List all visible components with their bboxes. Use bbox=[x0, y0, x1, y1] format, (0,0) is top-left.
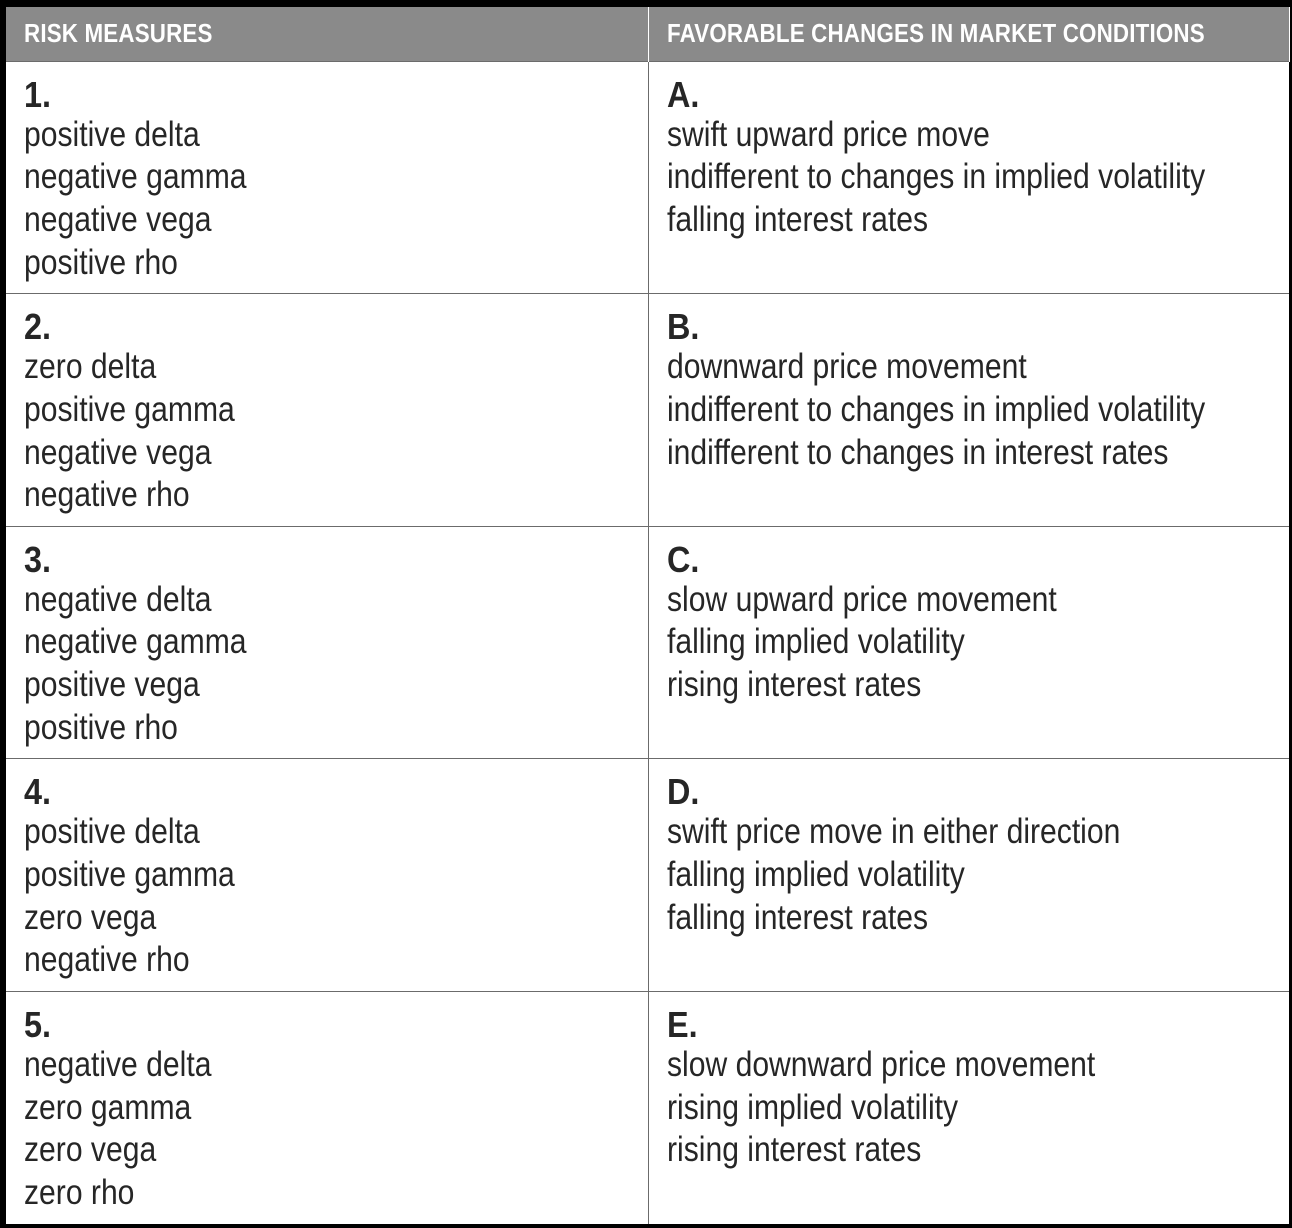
table-row bbox=[6, 526, 1289, 759]
market-label: C. bbox=[666, 538, 699, 580]
risk-line: negative delta bbox=[24, 1044, 212, 1084]
market-line: falling implied volatility bbox=[666, 622, 965, 662]
market-line: rising interest rates bbox=[666, 1130, 921, 1170]
risk-line: positive rho bbox=[24, 707, 178, 747]
table-grid bbox=[6, 7, 1290, 1224]
risk-cell bbox=[6, 294, 648, 527]
risk-label: 3. bbox=[24, 538, 52, 580]
market-cell bbox=[648, 294, 1289, 527]
risk-line: negative gamma bbox=[24, 157, 247, 197]
risk-cell bbox=[6, 759, 648, 992]
market-label: A. bbox=[666, 73, 699, 115]
market-line: falling interest rates bbox=[666, 199, 928, 239]
risk-line: zero vega bbox=[24, 897, 157, 937]
table-row bbox=[6, 294, 1289, 527]
market-line: swift price move in either direction bbox=[666, 812, 1120, 852]
risk-line: zero vega bbox=[24, 1130, 157, 1170]
header-market-conditions bbox=[648, 7, 1289, 61]
risk-line: negative delta bbox=[24, 579, 212, 619]
header-market-conditions-label: FAVORABLE CHANGES IN MARKET CONDITIONS bbox=[666, 18, 1205, 49]
risk-line: negative rho bbox=[24, 475, 190, 515]
market-line: rising implied volatility bbox=[666, 1087, 958, 1127]
market-line: rising interest rates bbox=[666, 665, 921, 705]
header-risk-measures-label: RISK MEASURES bbox=[24, 18, 213, 49]
market-line: slow upward price movement bbox=[666, 579, 1057, 619]
risk-line: positive gamma bbox=[24, 854, 235, 894]
risk-cell bbox=[6, 526, 648, 759]
risk-line: negative gamma bbox=[24, 622, 247, 662]
risk-line: positive vega bbox=[24, 665, 200, 705]
table-row bbox=[6, 759, 1289, 992]
table-body bbox=[6, 61, 1289, 1224]
market-line: falling interest rates bbox=[666, 897, 928, 937]
risk-cell bbox=[6, 991, 648, 1224]
market-line: falling implied volatility bbox=[666, 854, 965, 894]
risk-label: 5. bbox=[24, 1003, 52, 1045]
market-cell bbox=[648, 526, 1289, 759]
market-cell bbox=[648, 61, 1289, 294]
risk-label: 4. bbox=[24, 771, 52, 813]
risk-cell bbox=[6, 61, 648, 294]
market-cell bbox=[648, 991, 1289, 1224]
table-row bbox=[6, 991, 1289, 1224]
risk-label: 1. bbox=[24, 73, 52, 115]
risk-line: positive delta bbox=[24, 114, 200, 154]
market-line: swift upward price move bbox=[666, 114, 990, 154]
market-line: slow downward price movement bbox=[666, 1044, 1095, 1084]
market-label: E. bbox=[666, 1003, 698, 1045]
market-label: B. bbox=[666, 306, 699, 348]
market-line: downward price movement bbox=[666, 347, 1027, 387]
risk-line: zero gamma bbox=[24, 1087, 192, 1127]
risk-matching-table bbox=[6, 7, 1289, 1224]
risk-line: positive rho bbox=[24, 242, 178, 282]
table-header-row bbox=[6, 7, 1289, 61]
market-line: indifferent to changes in interest rates bbox=[666, 432, 1168, 472]
risk-line: positive gamma bbox=[24, 389, 235, 429]
risk-line: zero delta bbox=[24, 347, 157, 387]
risk-line: zero rho bbox=[24, 1172, 135, 1212]
risk-line: negative vega bbox=[24, 199, 212, 239]
risk-line: negative vega bbox=[24, 432, 212, 472]
market-label: D. bbox=[666, 771, 699, 813]
risk-line: negative rho bbox=[24, 940, 190, 980]
market-line: indifferent to changes in implied volatility bbox=[666, 157, 1205, 197]
risk-line: positive delta bbox=[24, 812, 200, 852]
market-cell bbox=[648, 759, 1289, 992]
table-row bbox=[6, 61, 1289, 294]
risk-label: 2. bbox=[24, 306, 52, 348]
market-line: indifferent to changes in implied volatility bbox=[666, 389, 1205, 429]
header-risk-measures bbox=[6, 7, 648, 61]
